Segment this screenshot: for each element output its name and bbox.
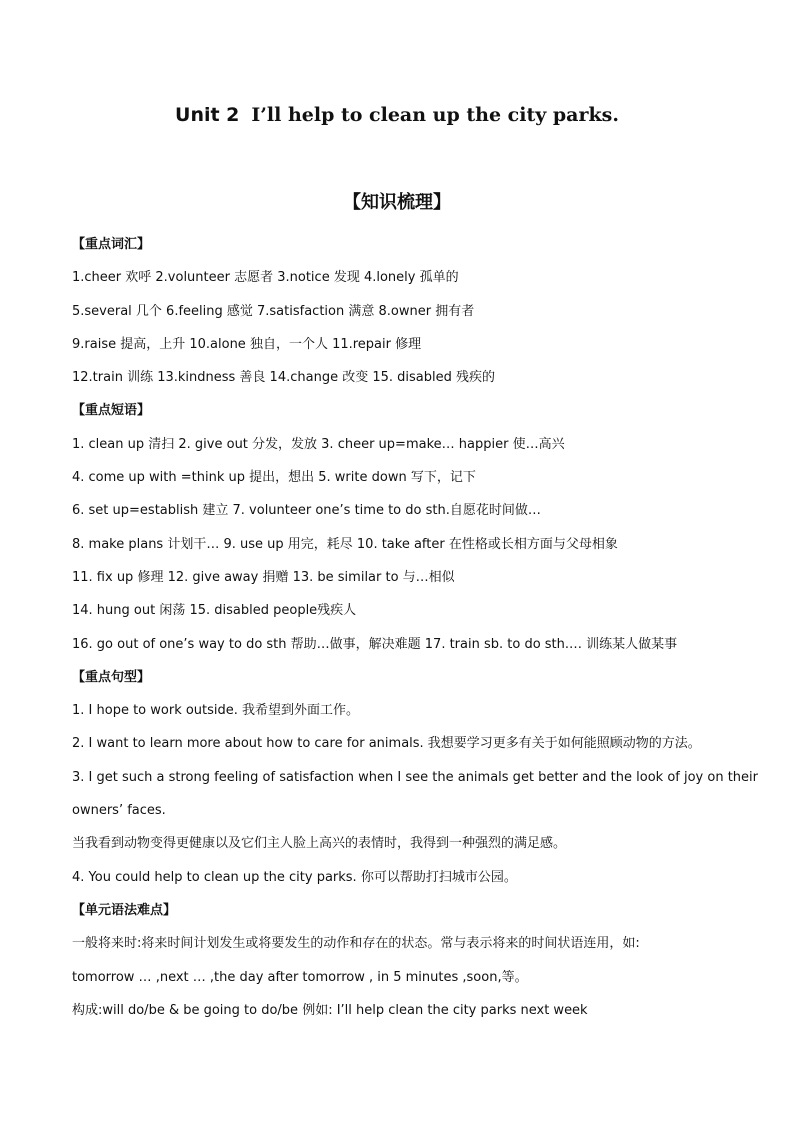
vocab-line: 5.several 几个 6.feeling 感觉 7.satisfaction 满意 8.owner 拥有者 xyxy=(72,303,475,319)
grammar-heading: 【单元语法难点】 xyxy=(72,902,177,918)
phrase-line: 8. make plans 计划干… 9. use up 用完，耗尽 10. take after 在性格或长相方面与父母相象 xyxy=(72,536,618,552)
sentences-heading: 【重点句型】 xyxy=(72,669,151,685)
unit-sentence: I’ll help to clean up the city parks. xyxy=(251,104,619,126)
sentence-line: 3. I get such a strong feeling of satisfaction when I see the animals get better and the look of joy on their xyxy=(72,769,758,785)
phrases-heading: 【重点短语】 xyxy=(72,403,151,419)
unit-title xyxy=(0,104,794,126)
phrase-line: 4. come up with =think up 提出，想出 5. write down 写下，记下 xyxy=(72,470,476,486)
grammar-line: 构成:will do/be & be going to do/be 例如: I’ll help clean the city parks next week xyxy=(72,1002,588,1018)
phrase-line: 14. hung out 闲荡 15. disabled people残疾人 xyxy=(72,603,357,619)
vocab-line: 9.raise 提高，上升 10.alone 独自，一个人 11.repair 修理 xyxy=(72,336,422,352)
sentence-line: 当我看到动物变得更健康以及它们主人脸上高兴的表情时，我得到一种强烈的满足感。 xyxy=(72,836,567,852)
sentence-line: 4. You could help to clean up the city parks. 你可以帮助打扫城市公园。 xyxy=(72,869,517,885)
vocab-heading: 【重点词汇】 xyxy=(72,237,151,252)
phrase-line: 11. fix up 修理 12. give away 捐赠 13. be similar to 与…相似 xyxy=(72,569,455,585)
phrase-line: 1. clean up 清扫 2. give out 分发，发放 3. cheer up=make… happier 使…高兴 xyxy=(72,436,565,452)
sentence-line: 1. I hope to work outside. 我希望到外面工作。 xyxy=(72,703,360,719)
section-title: 【知识梳理】 xyxy=(343,192,451,213)
phrase-line: 16. go out of one’s way to do sth 帮助…做事，解决难题 17. train sb. to do sth.… 训练某人做某事 xyxy=(72,636,678,652)
phrase-line: 6. set up=establish 建立 7. volunteer one’s time to do sth.自愿花时间做… xyxy=(72,503,541,519)
sentence-line: owners’ faces. xyxy=(72,803,166,819)
vocab-line: 1.cheer 欢呼 2.volunteer 志愿者 3.notice 发现 4.lonely 孤单的 xyxy=(72,270,459,286)
vocab-line: 12.train 训练 13.kindness 善良 14.change 改变 15. disabled 残疾的 xyxy=(72,370,495,386)
unit-number: Unit 2 xyxy=(175,104,240,126)
grammar-line: tomorrow … ,next … ,the day after tomorrow , in 5 minutes ,soon,等。 xyxy=(72,969,528,985)
sentence-line: 2. I want to learn more about how to care for animals. 我想要学习更多有关于如何能照顾动物的方法。 xyxy=(72,736,701,752)
document-body xyxy=(72,228,758,1027)
grammar-line: 一般将来时:将来时间计划发生或将要发生的动作和存在的状态。常与表示将来的时间状语连用，如: xyxy=(72,936,640,952)
